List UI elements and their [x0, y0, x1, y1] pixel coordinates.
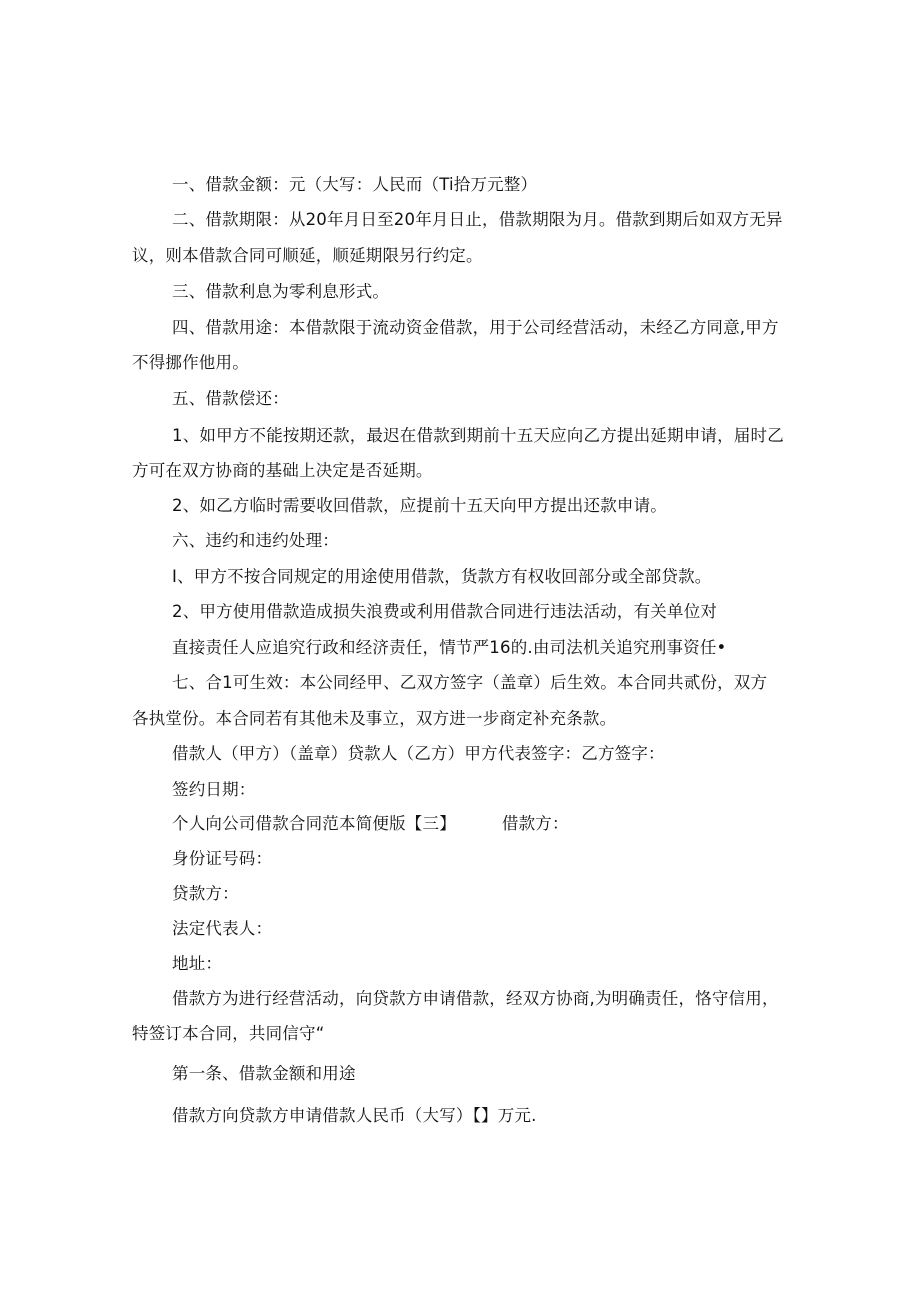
id-number-label: 身份证号码：	[172, 849, 273, 868]
clause-5-heading: 五、借款偿还：	[172, 389, 289, 408]
clause-6-heading: 六、违约和违约处理：	[172, 531, 339, 550]
lender-label: 贷款方：	[172, 884, 239, 903]
preamble-line-2: 特签订本合同，共同信守“	[132, 1024, 325, 1043]
signature-parties-line: 借款人（甲方）（盖章）贷款人（乙方）甲方代表签字：乙方签字：	[172, 744, 665, 763]
clause-4-purpose-line-1: 四、借款用途：本借款限于流动资金借款，用于公司经营活动，未经乙方同意,甲方	[172, 318, 779, 337]
clause-2-term-line-1: 二、借款期限：从20年月日至20年月日止，借款期限为月。借款到期后如双方无异	[172, 210, 783, 229]
article-1-amount: 借款方向贷款方申请借款人民币（大写）【】万元.	[172, 1106, 537, 1125]
section-title-line	[172, 813, 832, 835]
legal-representative-label: 法定代表人：	[172, 919, 273, 938]
clause-4-purpose-line-2: 不得挪作他用。	[132, 353, 249, 372]
clause-6-item-2-line-1: 2、甲方使用借款造成损失浪费或利用借款合同进行违法活动，有关单位对	[172, 602, 718, 621]
clause-3-interest: 三、借款利息为零利息形式。	[172, 282, 390, 301]
preamble-line-1: 借款方为进行经营活动，向贷款方申请借款，经双方协商,为明确责任，恪守信用，	[172, 989, 779, 1008]
clause-6-item-1: I、甲方不按合同规定的用途使用借款，货款方有权收回部分或全部贷款。	[172, 567, 712, 586]
clause-2-term-line-2: 议，则本借款合同可顺延，顺延期限另行约定。	[132, 246, 483, 265]
clause-7-effect-line-2: 各执堂份。本合同若有其他未及事立，双方进一步商定补充条款。	[132, 709, 617, 728]
article-1-heading: 第一条、借款金额和用途	[172, 1064, 356, 1083]
section-title: 个人向公司借款合同范本简便版【三】	[172, 814, 456, 833]
clause-5-item-2: 2、如乙方临时需要收回借款，应提前十五天向甲方提出还款申请。	[172, 496, 667, 515]
clause-5-item-1-line-2: 方可在双方协商的基础上决定是否延期。	[132, 461, 433, 480]
address-label: 地址：	[172, 954, 223, 973]
signing-date-label: 签约日期：	[172, 780, 256, 799]
borrower-label: 借款方：	[501, 814, 569, 833]
clause-5-item-1-line-1: 1、如甲方不能按期还款，最迟在借款到期前十五天应向乙方提出延期申请，届时乙	[172, 426, 784, 445]
clause-7-effect-line-1: 七、合1可生效：本公同经甲、乙双方签字（盖章）后生效。本合同共贰份，双方	[172, 673, 768, 692]
clause-6-item-2-line-2: 直接责任人应追究行政和经济责任，情节严16的.由司法机关追究刑事资任•	[172, 638, 727, 657]
clause-1-amount: 一、借款金额：元（大写：人民而（Ti拾万元整）	[172, 175, 538, 194]
